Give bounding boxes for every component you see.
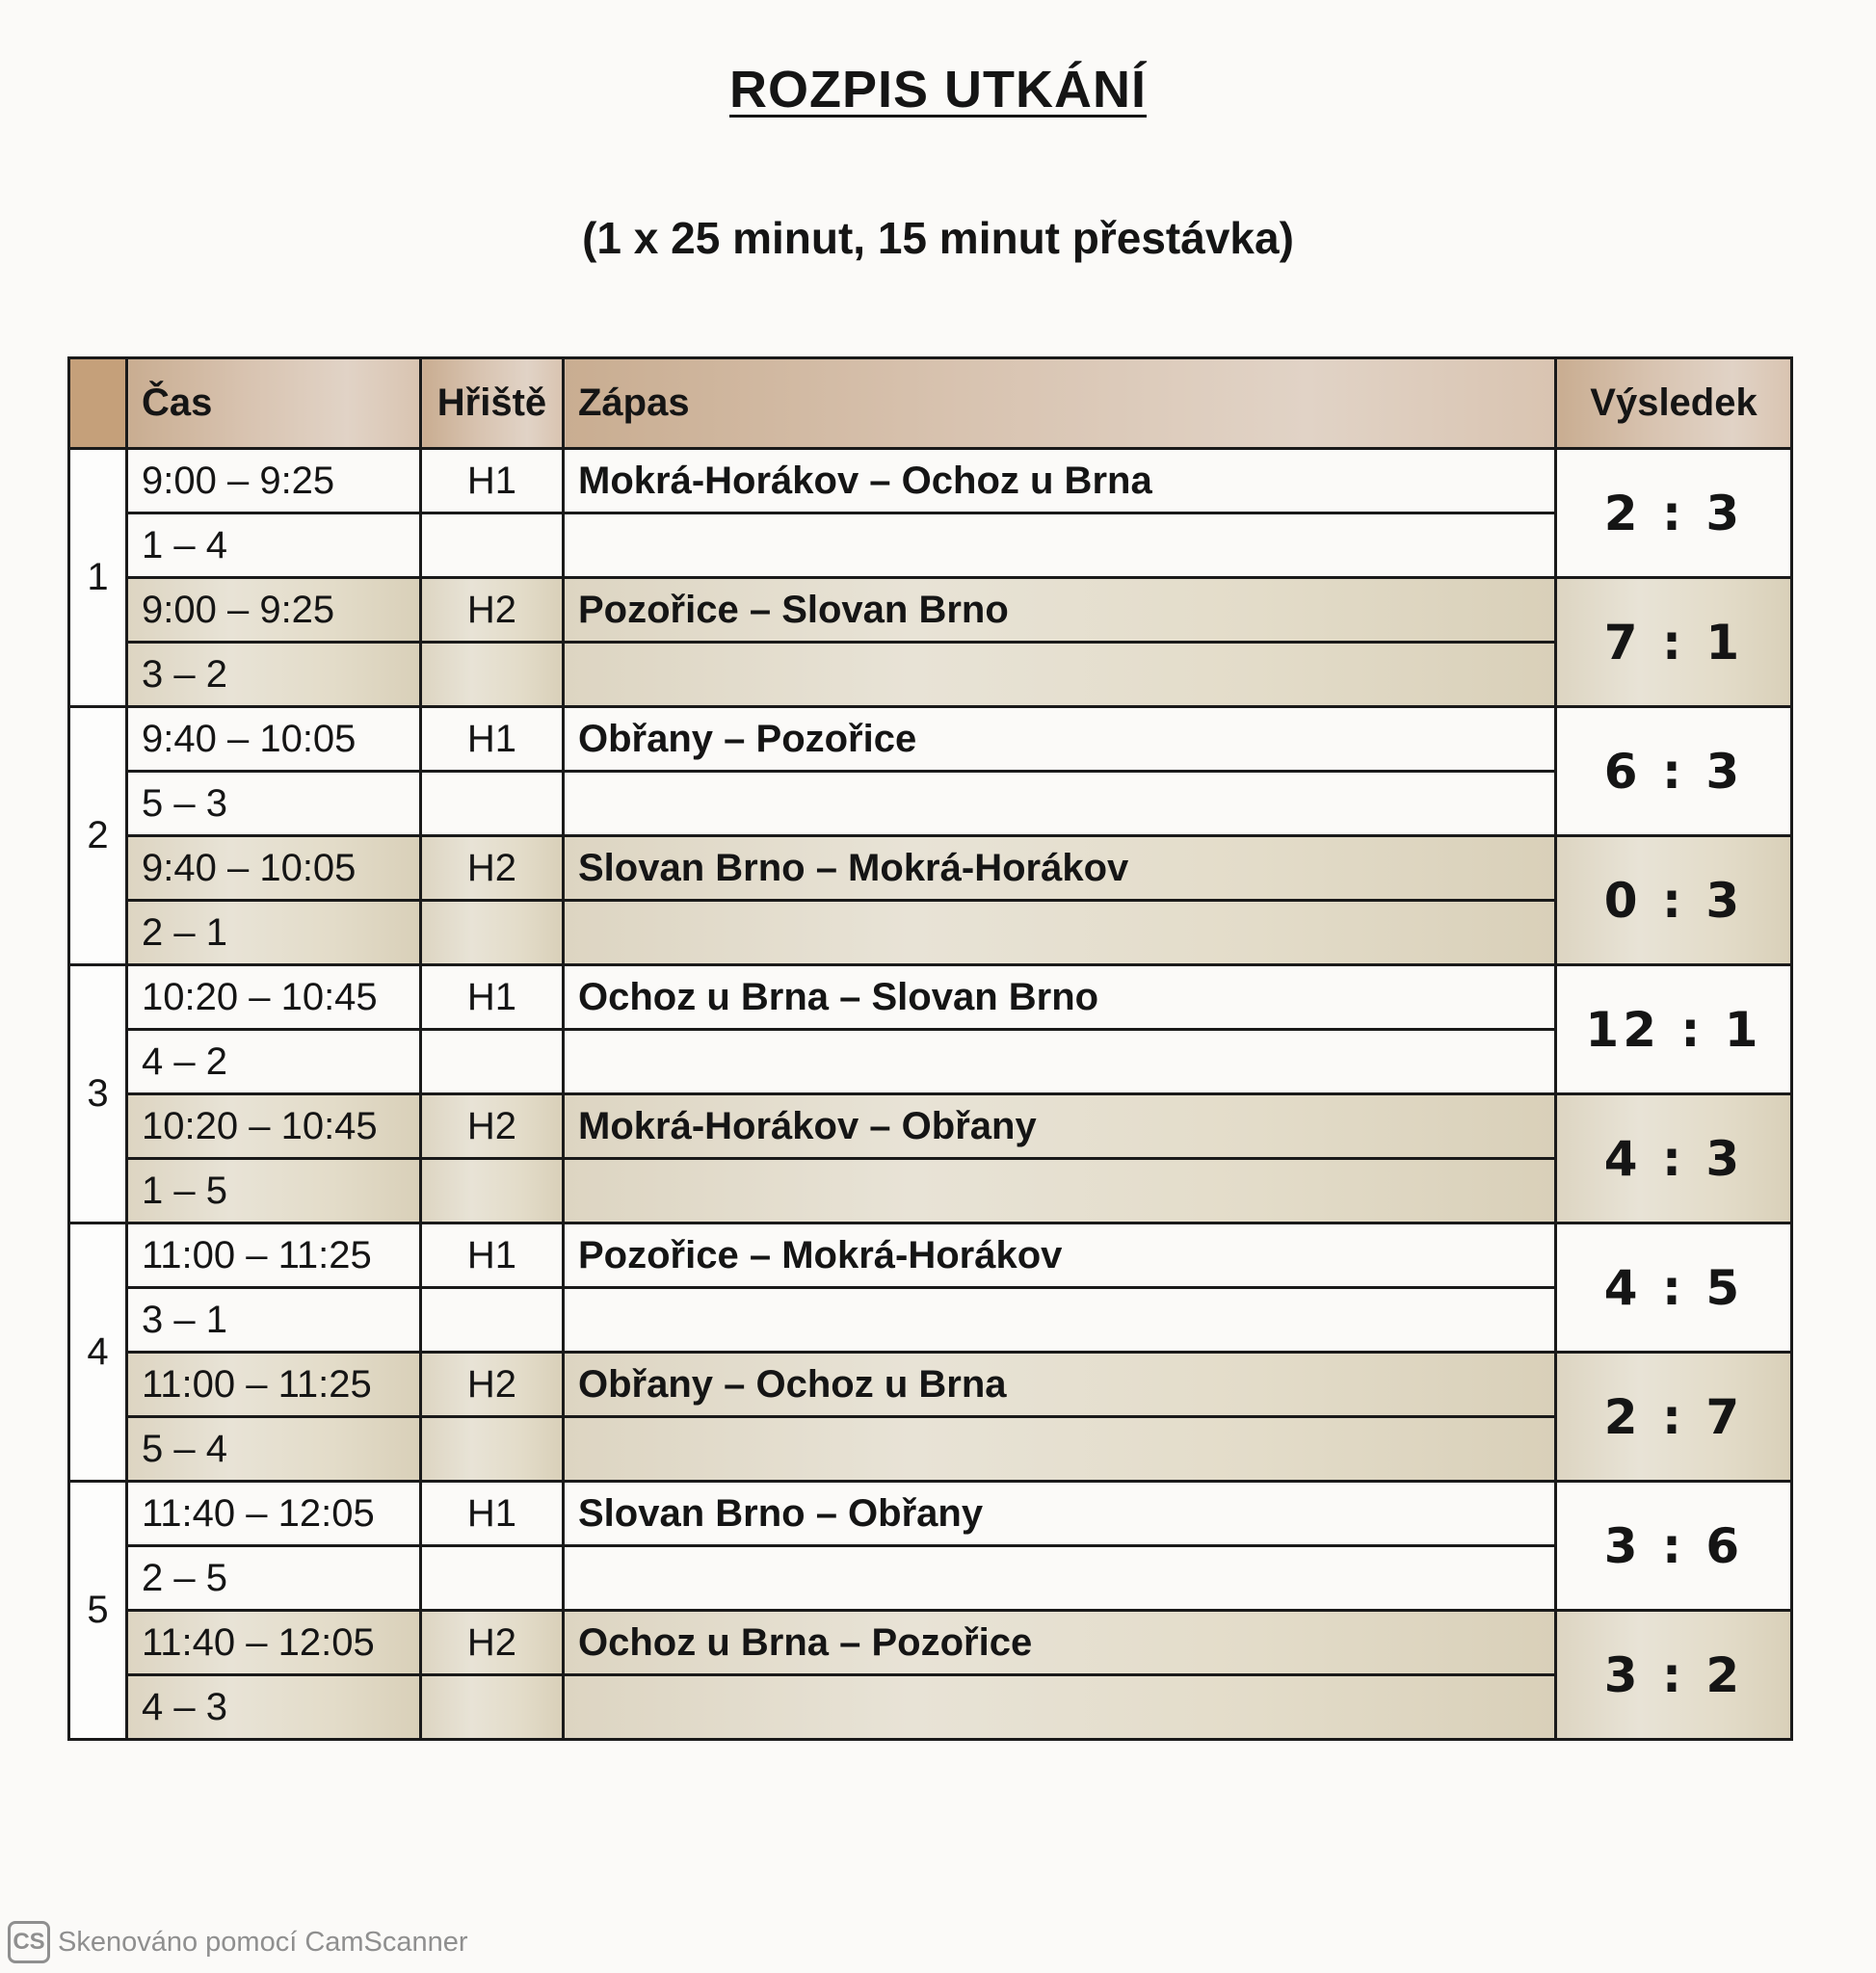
match-row bbox=[69, 449, 1792, 513]
match-teams: Slovan Brno – Obřany bbox=[564, 1482, 1556, 1546]
pairing-row bbox=[69, 1288, 1792, 1353]
match-score: 2 : 7 bbox=[1556, 1353, 1792, 1482]
match-teams: Mokrá-Horákov – Obřany bbox=[564, 1094, 1556, 1159]
pairing-row bbox=[69, 1030, 1792, 1094]
match-score: 4 : 5 bbox=[1556, 1223, 1792, 1353]
match-time: 10:20 – 10:45 bbox=[127, 1094, 421, 1159]
pairing-empty-match bbox=[564, 772, 1556, 836]
pairing-row bbox=[69, 772, 1792, 836]
match-teams: Pozořice – Slovan Brno bbox=[564, 578, 1556, 643]
team-pairing: 4 – 3 bbox=[127, 1675, 421, 1740]
team-pairing: 1 – 5 bbox=[127, 1159, 421, 1223]
match-score: 6 : 3 bbox=[1556, 707, 1792, 836]
round-number: 5 bbox=[69, 1482, 127, 1740]
match-time: 9:00 – 9:25 bbox=[127, 578, 421, 643]
match-teams: Slovan Brno – Mokrá-Horákov bbox=[564, 836, 1556, 901]
pairing-row bbox=[69, 1675, 1792, 1740]
pairing-row bbox=[69, 643, 1792, 707]
pairing-empty-match bbox=[564, 643, 1556, 707]
camscanner-watermark bbox=[8, 1921, 468, 1963]
header-result: Výsledek bbox=[1556, 358, 1792, 449]
pairing-empty-pitch bbox=[421, 1546, 564, 1611]
match-time: 11:00 – 11:25 bbox=[127, 1223, 421, 1288]
match-time: 9:40 – 10:05 bbox=[127, 836, 421, 901]
match-row bbox=[69, 836, 1792, 901]
pairing-empty-match bbox=[564, 1546, 1556, 1611]
table-header bbox=[69, 358, 1792, 449]
match-score: 3 : 2 bbox=[1556, 1611, 1792, 1740]
match-pitch: H2 bbox=[421, 1611, 564, 1675]
round-number: 1 bbox=[69, 449, 127, 707]
pairing-empty-pitch bbox=[421, 772, 564, 836]
pairing-empty-match bbox=[564, 1288, 1556, 1353]
match-pitch: H2 bbox=[421, 1094, 564, 1159]
match-time: 11:00 – 11:25 bbox=[127, 1353, 421, 1417]
pairing-empty-pitch bbox=[421, 901, 564, 965]
match-time: 9:00 – 9:25 bbox=[127, 449, 421, 513]
pairing-empty-pitch bbox=[421, 1675, 564, 1740]
team-pairing: 5 – 3 bbox=[127, 772, 421, 836]
team-pairing: 2 – 5 bbox=[127, 1546, 421, 1611]
match-score: 0 : 3 bbox=[1556, 836, 1792, 965]
match-row bbox=[69, 1223, 1792, 1288]
match-time: 11:40 – 12:05 bbox=[127, 1611, 421, 1675]
pairing-empty-match bbox=[564, 1417, 1556, 1482]
match-row bbox=[69, 707, 1792, 772]
team-pairing: 3 – 1 bbox=[127, 1288, 421, 1353]
page-subtitle: (1 x 25 minut, 15 minut přestávka) bbox=[582, 213, 1294, 263]
round-number: 3 bbox=[69, 965, 127, 1223]
match-score: 3 : 6 bbox=[1556, 1482, 1792, 1611]
pairing-empty-match bbox=[564, 1675, 1556, 1740]
match-schedule-table bbox=[67, 356, 1793, 1741]
match-row bbox=[69, 1611, 1792, 1675]
match-pitch: H1 bbox=[421, 965, 564, 1030]
table-body bbox=[69, 449, 1792, 1740]
match-row bbox=[69, 965, 1792, 1030]
match-row bbox=[69, 1482, 1792, 1546]
pairing-empty-match bbox=[564, 901, 1556, 965]
pairing-empty-match bbox=[564, 513, 1556, 578]
match-pitch: H2 bbox=[421, 836, 564, 901]
match-row bbox=[69, 1094, 1792, 1159]
team-pairing: 3 – 2 bbox=[127, 643, 421, 707]
match-score: 12 : 1 bbox=[1556, 965, 1792, 1094]
match-row bbox=[69, 1353, 1792, 1417]
pairing-empty-match bbox=[564, 1159, 1556, 1223]
match-pitch: H2 bbox=[421, 578, 564, 643]
header-time: Čas bbox=[127, 358, 421, 449]
team-pairing: 4 – 2 bbox=[127, 1030, 421, 1094]
match-pitch: H1 bbox=[421, 1223, 564, 1288]
match-pitch: H2 bbox=[421, 1353, 564, 1417]
round-number: 2 bbox=[69, 707, 127, 965]
round-number: 4 bbox=[69, 1223, 127, 1482]
pairing-row bbox=[69, 1546, 1792, 1611]
match-score: 2 : 3 bbox=[1556, 449, 1792, 578]
pairing-empty-pitch bbox=[421, 1159, 564, 1223]
pairing-empty-pitch bbox=[421, 1288, 564, 1353]
match-pitch: H1 bbox=[421, 449, 564, 513]
pairing-empty-pitch bbox=[421, 643, 564, 707]
match-teams: Mokrá-Horákov – Ochoz u Brna bbox=[564, 449, 1556, 513]
camscanner-logo-icon: CS bbox=[8, 1921, 50, 1963]
match-teams: Ochoz u Brna – Pozořice bbox=[564, 1611, 1556, 1675]
match-pitch: H1 bbox=[421, 1482, 564, 1546]
match-row bbox=[69, 578, 1792, 643]
pairing-row bbox=[69, 1417, 1792, 1482]
header-match: Zápas bbox=[564, 358, 1556, 449]
team-pairing: 5 – 4 bbox=[127, 1417, 421, 1482]
match-time: 10:20 – 10:45 bbox=[127, 965, 421, 1030]
team-pairing: 2 – 1 bbox=[127, 901, 421, 965]
team-pairing: 1 – 4 bbox=[127, 513, 421, 578]
match-time: 9:40 – 10:05 bbox=[127, 707, 421, 772]
pairing-row bbox=[69, 1159, 1792, 1223]
pairing-empty-pitch bbox=[421, 1417, 564, 1482]
match-pitch: H1 bbox=[421, 707, 564, 772]
pairing-empty-pitch bbox=[421, 513, 564, 578]
match-time: 11:40 – 12:05 bbox=[127, 1482, 421, 1546]
camscanner-text: Skenováno pomocí CamScanner bbox=[58, 1926, 468, 1958]
match-score: 4 : 3 bbox=[1556, 1094, 1792, 1223]
pairing-empty-pitch bbox=[421, 1030, 564, 1094]
match-score: 7 : 1 bbox=[1556, 578, 1792, 707]
match-teams: Obřany – Ochoz u Brna bbox=[564, 1353, 1556, 1417]
header-corner-cell bbox=[69, 358, 127, 449]
pairing-row bbox=[69, 901, 1792, 965]
pairing-row bbox=[69, 513, 1792, 578]
match-teams: Ochoz u Brna – Slovan Brno bbox=[564, 965, 1556, 1030]
page-title: ROZPIS UTKÁNÍ bbox=[728, 61, 1147, 118]
header-row bbox=[69, 358, 1792, 449]
pairing-empty-match bbox=[564, 1030, 1556, 1094]
match-teams: Pozořice – Mokrá-Horákov bbox=[564, 1223, 1556, 1288]
match-teams: Obřany – Pozořice bbox=[564, 707, 1556, 772]
header-pitch: Hřiště bbox=[421, 358, 564, 449]
